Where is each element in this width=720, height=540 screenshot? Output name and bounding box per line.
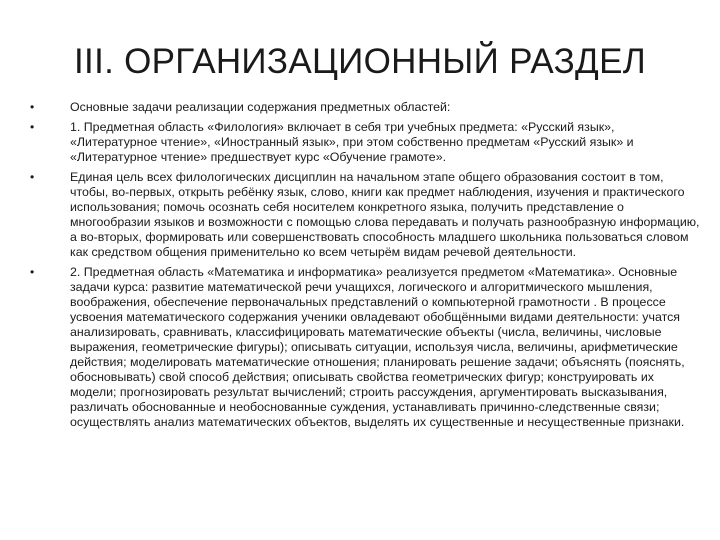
bullet-text: Единая цель всех филологических дисциплин на начальном этапе общего образования состоит в том, чтобы, во-первых, открыть ребёнку язык, слово, книги как предмет наблюдения, изучения и практического использования; помочь осознать себя носителем конкретного языка, получить представление о многообразии языков и возможности с помощью слова передавать и получать разнообразную информацию, а во-вторых, формировать или совершенствовать способность младшего школьника пользоваться словом как средством общения применительно ко всем четырём видам речевой деятельности. <box>70 170 700 259</box>
bullet-list <box>30 100 700 430</box>
bullet-text: 1. Предметная область «Филология» включает в себя три учебных предмета: «Русский язык», «Литературное чтение», «Иностранный язык», при этом собственно предметам «Русский язык» и «Литературное чтение» предшествует курс «Обучение грамоте». <box>70 120 634 164</box>
bullet-text: Основные задачи реализации содержания предметных областей: <box>70 100 451 114</box>
bullet-icon: • <box>30 170 35 184</box>
slide-title: III. ОРГАНИЗАЦИОННЫЙ РАЗДЕЛ <box>74 42 646 81</box>
bullet-item-philology <box>30 120 700 165</box>
bullet-icon: • <box>30 100 35 114</box>
bullet-item-tasks <box>30 100 700 115</box>
bullet-icon: • <box>30 265 35 279</box>
bullet-item-common-goal <box>30 170 700 260</box>
bullet-icon: • <box>30 120 35 134</box>
bullet-item-mathematics <box>30 265 700 430</box>
bullet-text: 2. Предметная область «Математика и информатика» реализуется предметом «Математика». Основные задачи курса: развитие математической речи учащихся, логического и алгоритмического мышления, воображения, обеспечение первоначальных представлений о компьютерной грамотности . В процессе усвоения математического содержания ученики овладевают обобщёнными видами деятельности: учатся анализировать, сравнивать, классифицировать математические объекты (числа, величины, числовые выражения, геометрические фигуры); описывать ситуации, используя числа, величины, арифметические действия; моделировать математические отношения; планировать решение задачи; объяснять (пояснять, обосновывать) свой способ действия; описывать свойства геометрических фигур; конструировать их модели; прогнозировать результат вычислений; строить рассуждения, аргументировать высказывания, различать обоснованные и необоснованные суждения, устанавливать причинно-следственные связи; осуществлять анализ математических объектов, выделять их существенные и несущественные признаки. <box>70 265 685 429</box>
